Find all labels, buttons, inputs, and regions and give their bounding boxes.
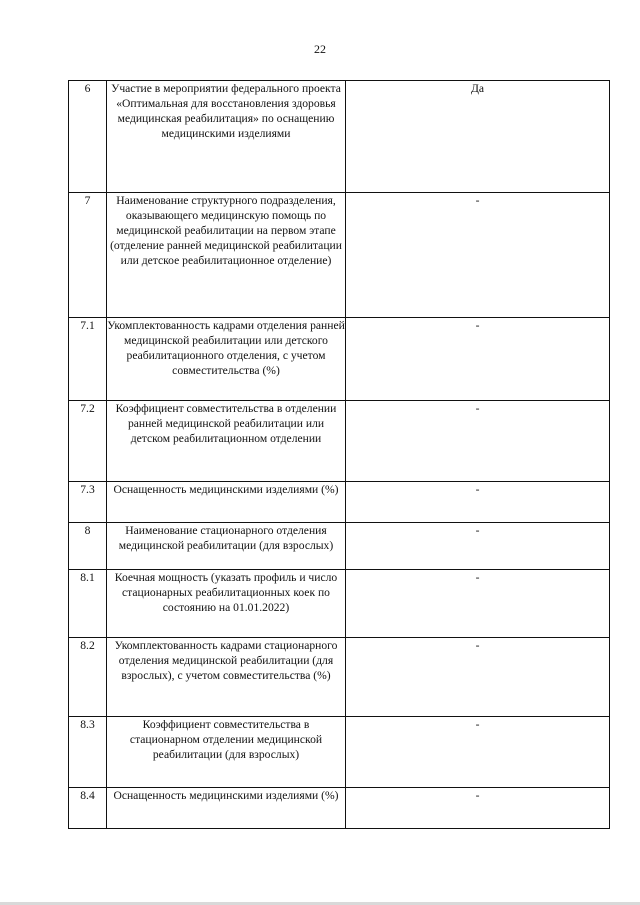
row-indicator-name: Укомплектованность кадрами отделения ранней медицинской реабилитации или детского реабилитационного отделения, с учетом совместительства (%) [107, 318, 346, 401]
row-value: - [346, 482, 610, 523]
row-value: - [346, 717, 610, 788]
row-value: - [346, 193, 610, 318]
table-row [69, 318, 610, 401]
table-row [69, 482, 610, 523]
table-row [69, 81, 610, 193]
table-row [69, 788, 610, 829]
row-value: - [346, 638, 610, 717]
row-indicator-name: Коэффициент совместительства в стационарном отделении медицинской реабилитации (для взрослых) [107, 717, 346, 788]
table-row [69, 638, 610, 717]
row-number: 8.3 [69, 717, 107, 788]
row-value: - [346, 788, 610, 829]
row-indicator-name: Участие в мероприятии федерального проекта «Оптимальная для восстановления здоровья медицинская реабилитация» по оснащению медицинскими изделиями [107, 81, 346, 193]
row-value: - [346, 318, 610, 401]
table-row [69, 570, 610, 638]
table-row [69, 717, 610, 788]
row-number: 7.3 [69, 482, 107, 523]
row-number: 8.1 [69, 570, 107, 638]
row-number: 6 [69, 81, 107, 193]
table-row [69, 401, 610, 482]
row-indicator-name: Оснащенность медицинскими изделиями (%) [107, 788, 346, 829]
row-number: 7.2 [69, 401, 107, 482]
row-indicator-name: Коечная мощность (указать профиль и число стационарных реабилитационных коек по состоянию на 01.01.2022) [107, 570, 346, 638]
row-indicator-name: Укомплектованность кадрами стационарного отделения медицинской реабилитации (для взрослых), с учетом совместительства (%) [107, 638, 346, 717]
row-number: 7.1 [69, 318, 107, 401]
row-number: 8.4 [69, 788, 107, 829]
row-value: - [346, 523, 610, 570]
row-number: 8.2 [69, 638, 107, 717]
row-indicator-name: Наименование стационарного отделения медицинской реабилитации (для взрослых) [107, 523, 346, 570]
row-value: Да [346, 81, 610, 193]
row-indicator-name: Наименование структурного подразделения, оказывающего медицинскую помощь по медицинской реабилитации на первом этапе (отделение ранней медицинской реабилитации или детское реабилитационное отделение) [107, 193, 346, 318]
row-value: - [346, 570, 610, 638]
table-row [69, 523, 610, 570]
row-number: 8 [69, 523, 107, 570]
row-value: - [346, 401, 610, 482]
row-indicator-name: Коэффициент совместительства в отделении ранней медицинской реабилитации или детском реабилитационном отделении [107, 401, 346, 482]
page-number: 22 [314, 42, 326, 56]
row-indicator-name: Оснащенность медицинскими изделиями (%) [107, 482, 346, 523]
table-row [69, 193, 610, 318]
row-number: 7 [69, 193, 107, 318]
data-table [68, 80, 610, 829]
